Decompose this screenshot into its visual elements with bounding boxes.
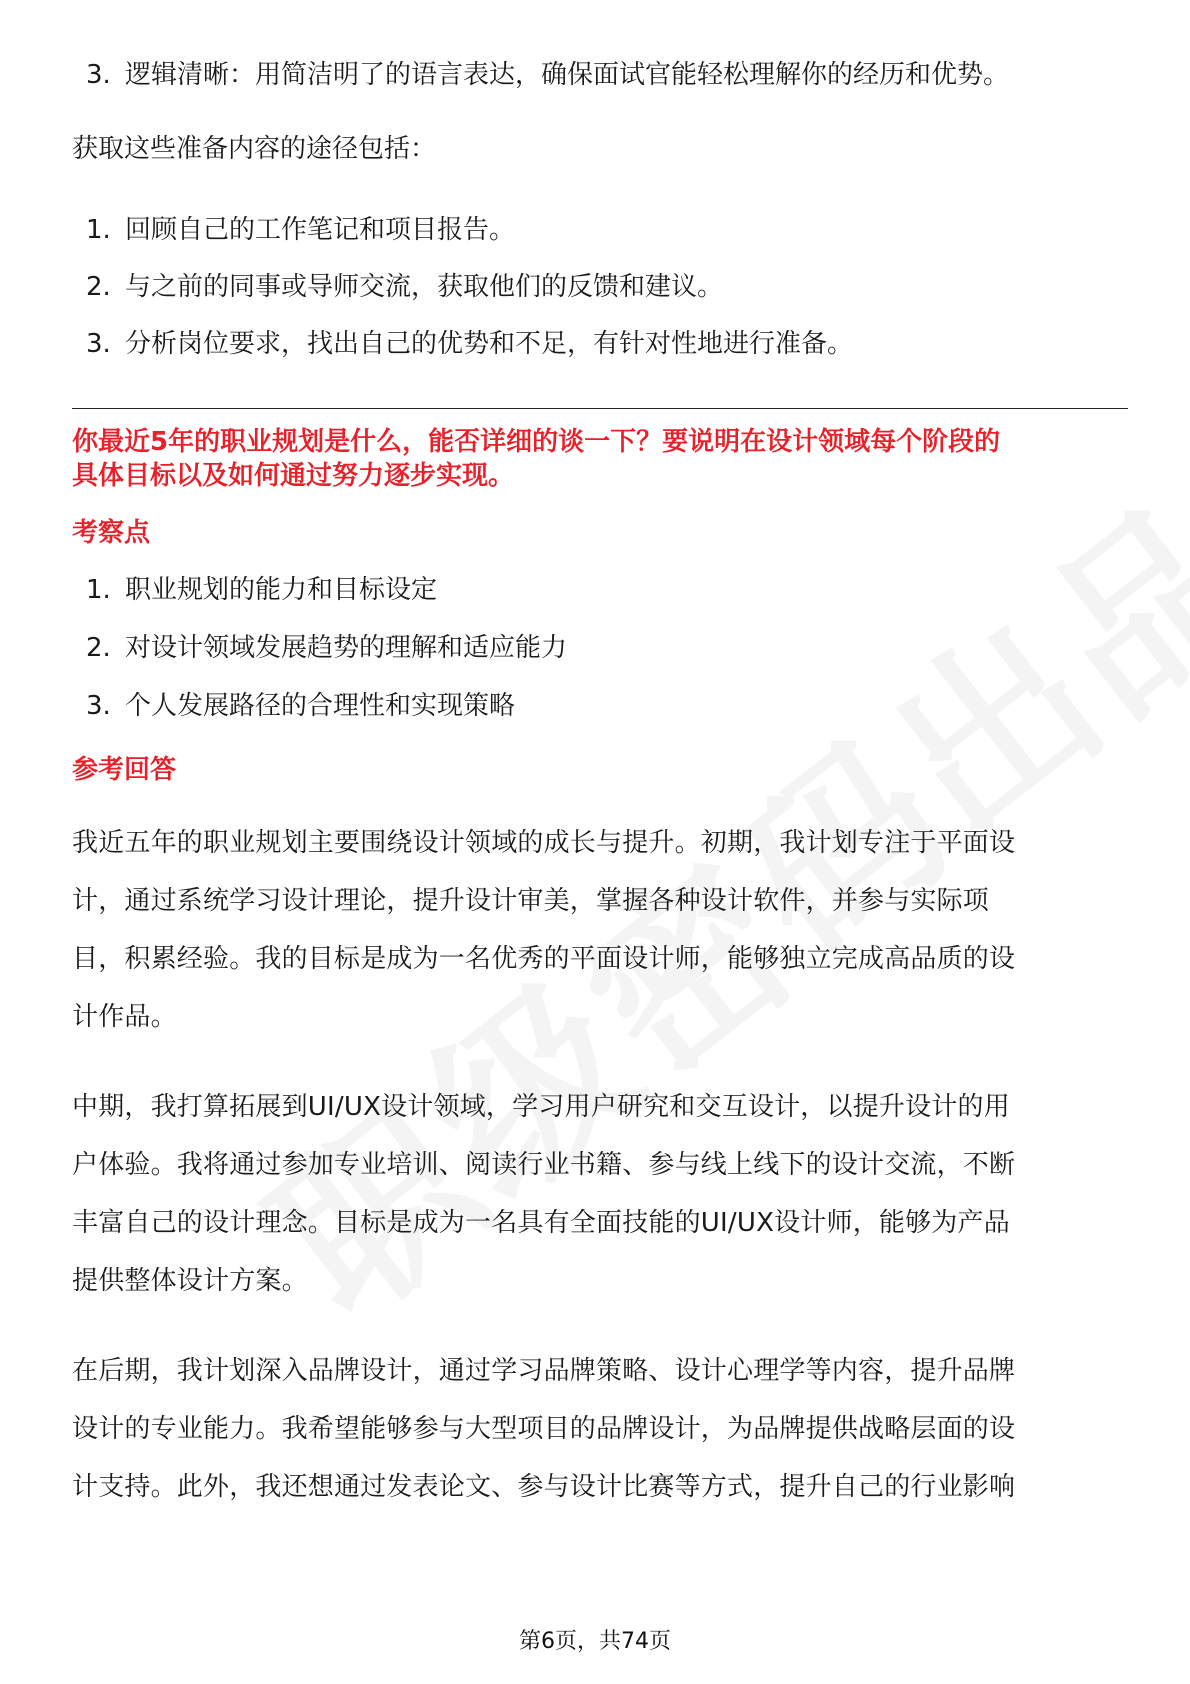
paragraph-line: 计，通过系统学习设计理论，提升设计审美，掌握各种设计软件，并参与实际项 [72, 886, 990, 916]
answer-paragraph [72, 1078, 1132, 1310]
paragraph-line: 我近五年的职业规划主要围绕设计领域的成长与提升。初期，我计划专注于平面设 [72, 828, 1016, 858]
question-block [72, 425, 1132, 493]
paragraph-line: 在后期，我计划深入品牌设计，通过学习品牌策略、设计心理学等内容，提升品牌 [72, 1356, 1016, 1386]
assessment-list [72, 573, 1132, 723]
page-footer: 第6页，共74页 [519, 1629, 671, 1654]
assessment-title: 考察点 [72, 518, 151, 548]
paragraph-line: 设计的专业能力。我希望能够参与大型项目的品牌设计，为品牌提供战略层面的设 [72, 1414, 1016, 1444]
paragraph-line: 提供整体设计方案。 [72, 1266, 308, 1296]
list-item [72, 270, 1132, 304]
list-item-text: 逻辑清晰：用简洁明了的语言表达，确保面试官能轻松理解你的经历和优势。 [125, 60, 1010, 90]
paragraph-line: 计支持。此外，我还想通过发表论文、参与设计比赛等方式，提升自己的行业影响 [72, 1472, 1016, 1502]
paragraph-line: 户体验。我将通过参加专业培训、阅读行业书籍、参与线上线下的设计交流，不断 [72, 1150, 1016, 1180]
content [72, 58, 1132, 1516]
answer-paragraph [72, 1342, 1132, 1516]
list-item [72, 573, 1132, 607]
list-item [72, 213, 1132, 247]
list-item-number: 1. [86, 575, 111, 605]
list-item-text: 对设计领域发展趋势的理解和适应能力 [125, 633, 568, 663]
list-item-number: 3. [86, 329, 111, 359]
list-item [72, 327, 1132, 361]
top-list [72, 58, 1132, 92]
answer-title: 参考回答 [72, 755, 177, 785]
section-divider [72, 408, 1128, 409]
list-item-text: 分析岗位要求，找出自己的优势和不足，有针对性地进行准备。 [125, 329, 854, 359]
list-item-number: 3. [86, 691, 111, 721]
paragraph-line: 丰富自己的设计理念。目标是成为一名具有全面技能的UI/UX设计师，能够为产品 [72, 1208, 1010, 1238]
list-item-number: 3. [86, 60, 111, 90]
paragraph-line: 中期，我打算拓展到UI/UX设计领域，学习用户研究和交互设计，以提升设计的用 [72, 1092, 1010, 1122]
list-item-text: 回顾自己的工作笔记和项目报告。 [125, 215, 516, 245]
list-item-text: 职业规划的能力和目标设定 [125, 575, 438, 605]
paragraph-line: 计作品。 [72, 1002, 177, 1032]
list-item [72, 58, 1132, 92]
sources-list [72, 213, 1132, 361]
paragraph-line: 目，积累经验。我的目标是成为一名优秀的平面设计师，能够独立完成高品质的设 [72, 944, 1016, 974]
question-line: 你最近5年的职业规划是什么，能否详细的谈一下？要说明在设计领域每个阶段的 [72, 427, 1001, 457]
list-item-number: 2. [86, 633, 111, 663]
list-item-text: 个人发展路径的合理性和实现策略 [125, 691, 516, 721]
list-item-number: 2. [86, 272, 111, 302]
list-item [72, 631, 1132, 665]
list-item-number: 1. [86, 215, 111, 245]
answer-paragraph [72, 814, 1132, 1046]
sources-intro: 获取这些准备内容的途径包括： [72, 134, 437, 164]
question-line: 具体目标以及如何通过努力逐步实现。 [72, 461, 515, 491]
list-item-text: 与之前的同事或导师交流，获取他们的反馈和建议。 [125, 272, 724, 302]
list-item [72, 689, 1132, 723]
